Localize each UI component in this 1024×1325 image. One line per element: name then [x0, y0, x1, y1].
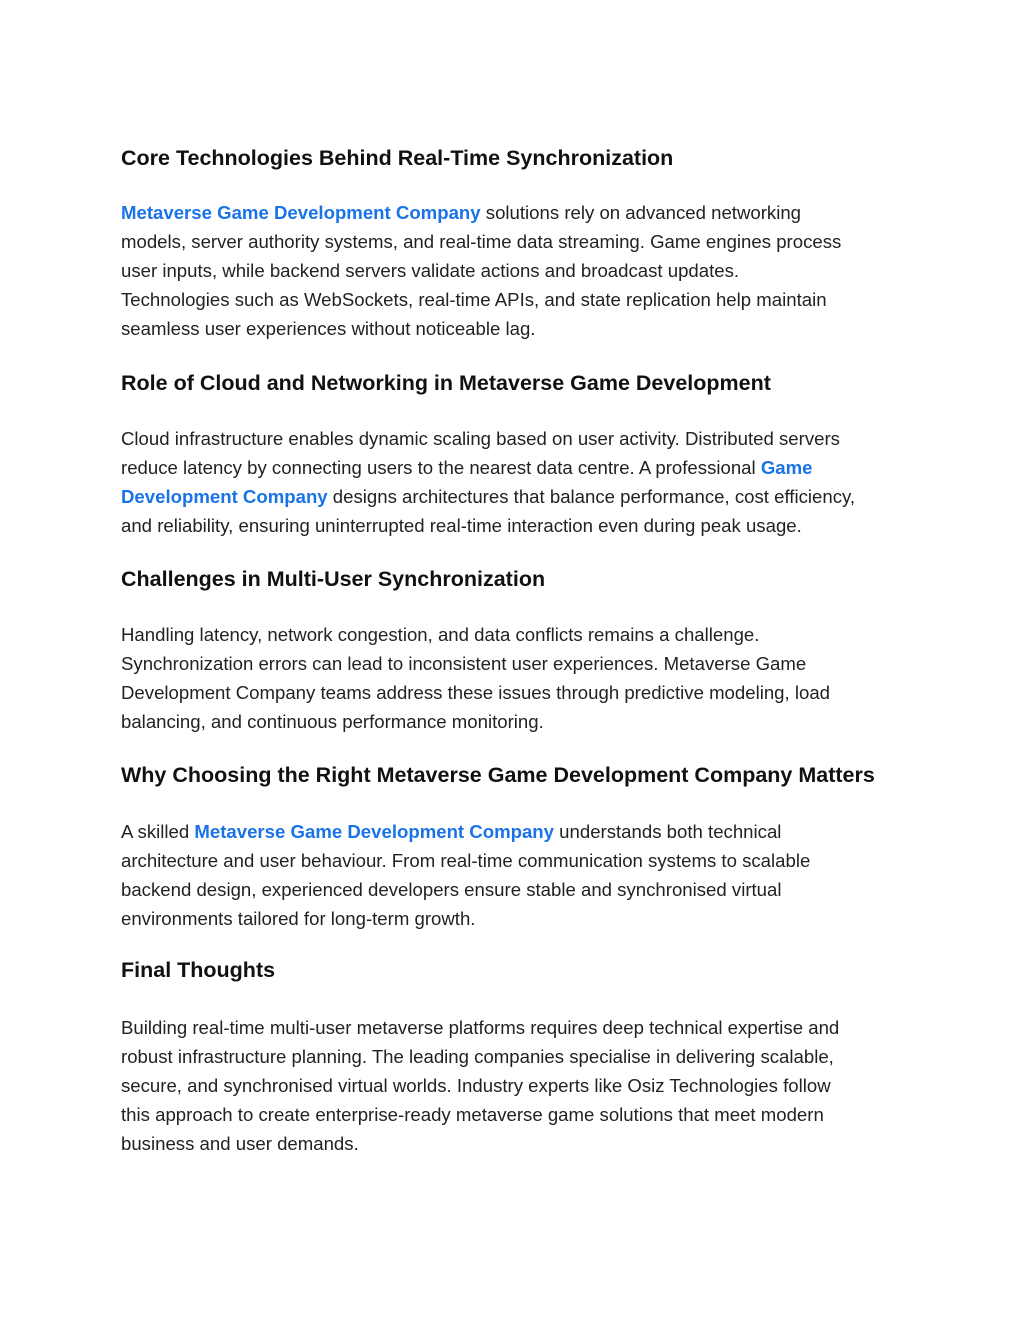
section-heading: Core Technologies Behind Real-Time Synchronization [121, 146, 674, 170]
text-segment: and reliability, ensuring uninterrupted real-time interaction even during peak usage. [121, 515, 802, 536]
paragraph-line [121, 285, 841, 314]
text-segment: Synchronization errors can lead to inconsistent user experiences. Metaverse Game [121, 653, 807, 674]
text-segment: Cloud infrastructure enables dynamic scaling based on user activity. Distributed servers [121, 428, 840, 449]
company-link[interactable]: Metaverse Game Development Company [194, 821, 554, 842]
paragraph-line [121, 198, 841, 227]
text-segment: solutions rely on advanced networking [480, 202, 802, 223]
paragraph-line [121, 678, 830, 707]
paragraph-line [121, 1129, 839, 1158]
text-segment: designs architectures that balance performance, cost efficiency, [327, 486, 856, 507]
paragraph-line [121, 453, 855, 482]
text-segment: backend design, experienced developers ensure stable and synchronised virtual [121, 879, 782, 900]
section-paragraph [121, 817, 810, 933]
text-segment: robust infrastructure planning. The leading companies specialise in delivering scalable, [121, 1046, 834, 1067]
section-paragraph [121, 424, 855, 540]
section-paragraph [121, 620, 830, 736]
text-segment: Building real-time multi-user metaverse platforms requires deep technical expertise and [121, 1017, 840, 1038]
text-segment: this approach to create enterprise-ready metaverse game solutions that meet modern [121, 1104, 824, 1125]
paragraph-line [121, 1042, 839, 1071]
section-paragraph [121, 1013, 839, 1158]
paragraph-line [121, 707, 830, 736]
paragraph-line [121, 314, 841, 343]
paragraph-line [121, 649, 830, 678]
section-heading: Role of Cloud and Networking in Metaverse Game Development [121, 371, 771, 395]
paragraph-line [121, 846, 810, 875]
text-segment: user inputs, while backend servers validate actions and broadcast updates. [121, 260, 740, 281]
text-segment: Technologies such as WebSockets, real-time APIs, and state replication help maintain [121, 289, 827, 310]
section-paragraph [121, 198, 841, 343]
text-segment: environments tailored for long-term growth. [121, 908, 476, 929]
paragraph-line [121, 1071, 839, 1100]
paragraph-line [121, 1100, 839, 1129]
text-segment: balancing, and continuous performance monitoring. [121, 711, 544, 732]
company-link[interactable]: Metaverse Game Development Company [121, 202, 481, 223]
paragraph-line [121, 511, 855, 540]
paragraph-line [121, 482, 855, 511]
paragraph-line [121, 620, 830, 649]
company-link[interactable]: Game [760, 457, 813, 478]
text-segment: understands both technical [554, 821, 782, 842]
text-segment: models, server authority systems, and real-time data streaming. Game engines process [121, 231, 842, 252]
paragraph-line [121, 817, 810, 846]
paragraph-line [121, 256, 841, 285]
text-segment: reduce latency by connecting users to the nearest data centre. A professional [121, 457, 761, 478]
section-heading: Why Choosing the Right Metaverse Game Development Company Matters [121, 763, 875, 787]
paragraph-line [121, 227, 841, 256]
paragraph-line [121, 424, 855, 453]
section-heading: Challenges in Multi-User Synchronization [121, 567, 546, 591]
text-segment: A skilled [121, 821, 195, 842]
company-link[interactable]: Development Company [121, 486, 328, 507]
text-segment: Handling latency, network congestion, and data conflicts remains a challenge. [121, 624, 760, 645]
text-segment: business and user demands. [121, 1133, 359, 1154]
text-segment: Development Company teams address these issues through predictive modeling, load [121, 682, 831, 703]
paragraph-line [121, 875, 810, 904]
text-segment: seamless user experiences without noticeable lag. [121, 318, 536, 339]
section-heading: Final Thoughts [121, 958, 276, 982]
text-segment: secure, and synchronised virtual worlds. Industry experts like Osiz Technologies follow [121, 1075, 831, 1096]
paragraph-line [121, 1013, 839, 1042]
paragraph-line [121, 904, 810, 933]
text-segment: architecture and user behaviour. From real-time communication systems to scalable [121, 850, 811, 871]
